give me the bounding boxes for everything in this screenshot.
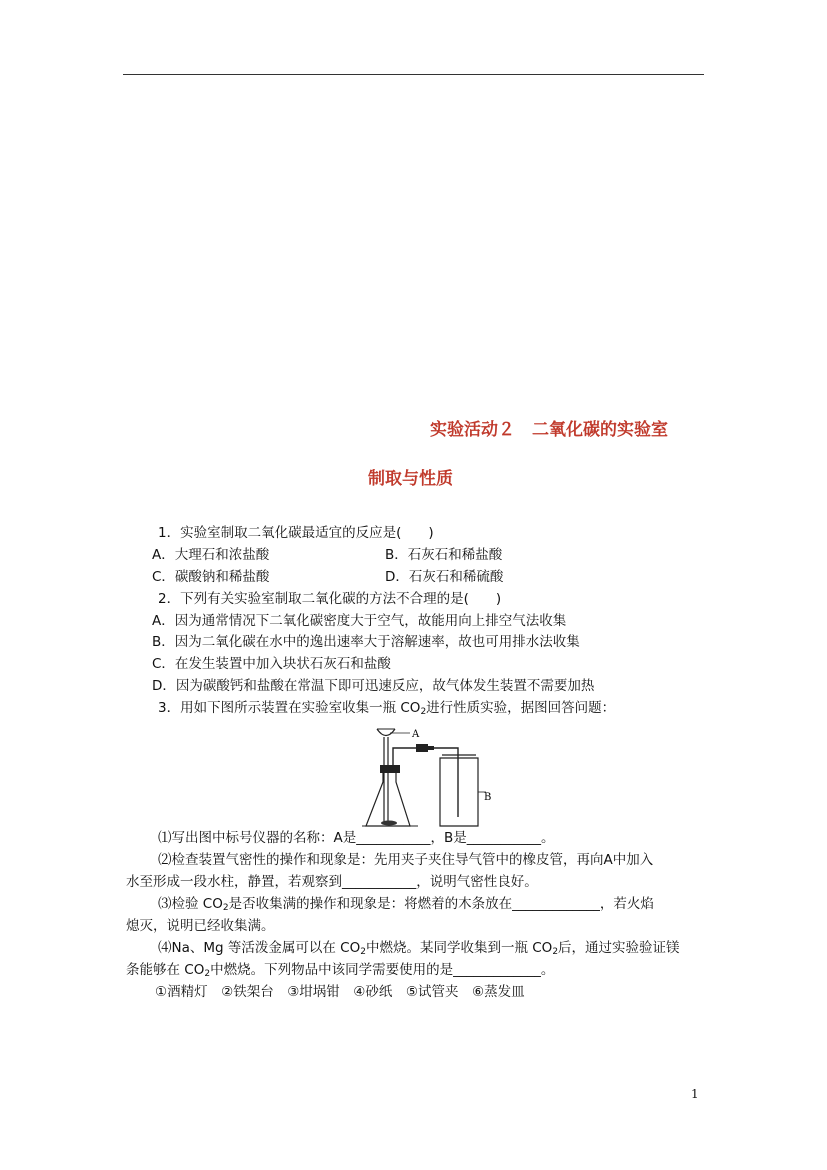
title-line-2: 制取与性质 bbox=[368, 469, 453, 489]
label-a: A bbox=[412, 729, 420, 740]
q3-part-3-line1: ⑶检验 $CO_2$是否收集满的操作和现象是：将燃着的木条放在_____________，若火焰 bbox=[158, 896, 654, 913]
q3-part-3-line2: 熄灭，说明已经收集满。 bbox=[126, 918, 275, 934]
page-number: 1 bbox=[691, 1087, 699, 1101]
q1-option-d: D．石灰石和稀硫酸 bbox=[385, 569, 504, 585]
q3-part-4-items: ①酒精灯 ②铁架台 ③坩埚钳 ④砂纸 ⑤试管夹 ⑥蒸发皿 bbox=[155, 984, 525, 1000]
q1-option-a: A．大理石和浓盐酸 bbox=[152, 547, 270, 563]
q2-option-b: B．因为二氧化碳在水中的逸出速率大于溶解速率，故也可用排水法收集 bbox=[152, 634, 580, 650]
q2-option-a: A．因为通常情况下二氧化碳密度大于空气，故能用向上排空气法收集 bbox=[152, 613, 567, 629]
q3-part-4-line2: 条能够在 $CO_2$中燃烧。下列物品中该同学需要使用的是_____________。 bbox=[126, 962, 555, 979]
q3-part-2-line1: ⑵检查装置气密性的操作和现象是：先用夹子夹住导气管中的橡皮管，再向A中加入 bbox=[158, 852, 654, 868]
q1-option-c: C．碳酸钠和稀盐酸 bbox=[152, 569, 270, 585]
apparatus-figure bbox=[360, 722, 500, 832]
q3-part-1: ⑴写出图中标号仪器的名称：A是___________，B是___________。 bbox=[158, 830, 555, 846]
q3-part-4-line1: ⑷Na、Mg 等活泼金属可以在 $CO_2$中燃烧。某同学收集到一瓶 $CO_2$后，通过实验验证镁 bbox=[158, 940, 680, 957]
q2-stem: 2．下列有关实验室制取二氧化碳的方法不合理的是( ) bbox=[158, 591, 502, 607]
title-line-1: 实验活动２ 二氧化碳的实验室 bbox=[430, 420, 668, 440]
q2-option-d: D．因为碳酸钙和盐酸在常温下即可迅速反应，故气体发生装置不需要加热 bbox=[152, 678, 595, 694]
q1-option-b: B．石灰石和稀盐酸 bbox=[385, 547, 503, 563]
q3-part-2-line2: 水至形成一段水柱，静置，若观察到___________，说明气密性良好。 bbox=[126, 874, 538, 890]
q3-stem: 3．用如下图所示装置在实验室收集一瓶 $CO_2$进行性质实验，据图回答问题： bbox=[158, 700, 616, 717]
q1-stem: 1．实验室制取二氧化碳最适宜的反应是( ) bbox=[158, 525, 434, 541]
q2-option-c: C．在发生装置中加入块状石灰石和盐酸 bbox=[152, 656, 391, 672]
label-b: B bbox=[484, 792, 492, 803]
header-rule bbox=[123, 74, 704, 75]
